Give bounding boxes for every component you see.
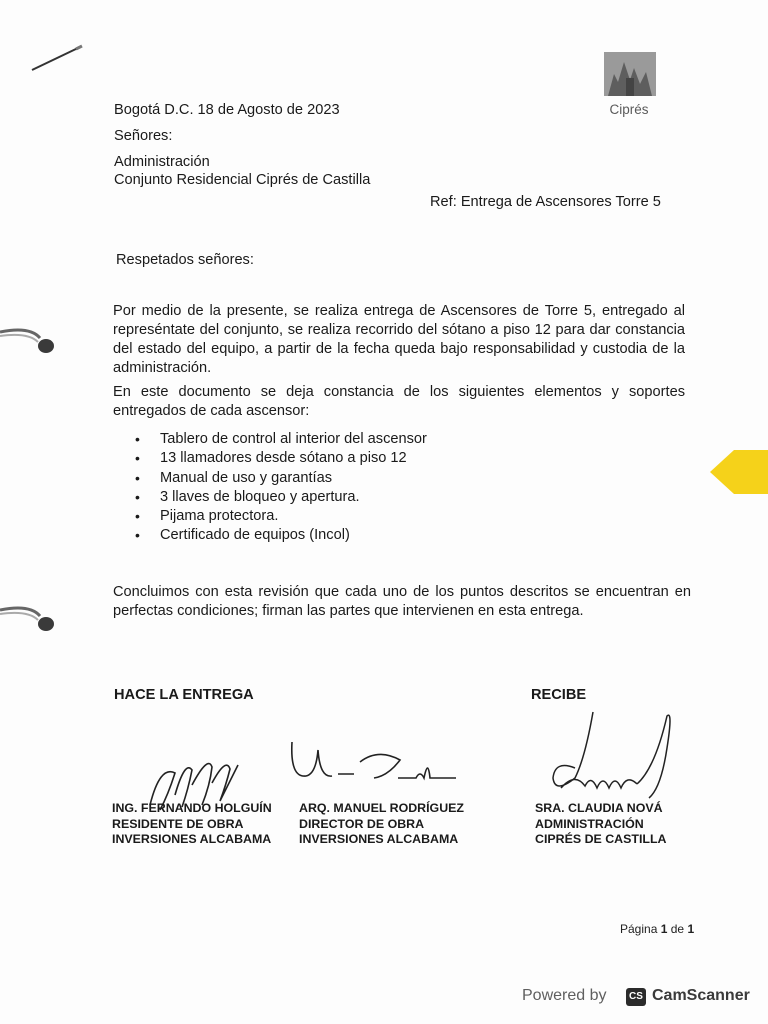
list-item: • 13 llamadores desde sótano a piso 12 [115, 449, 427, 468]
date-line: Bogotá D.C. 18 de Agosto de 2023 [114, 102, 340, 118]
binder-hole-bottom [0, 600, 60, 640]
list-item: • 3 llaves de bloqueo y apertura. [115, 488, 427, 507]
signature-rodriguez [288, 738, 468, 788]
signer-holguin [112, 801, 272, 848]
paragraph-elements: En este documento se deja constancia de los siguientes elementos y soportes entregados de cada ascensor: [113, 384, 685, 419]
list-item: • Manual de uso y garantías [115, 469, 427, 488]
powered-by-text: Powered by [522, 987, 607, 1004]
delivered-items-list [115, 430, 427, 546]
cipres-logo [598, 52, 660, 122]
signature-nova [545, 708, 685, 808]
signer-role: RESIDENTE DE OBRA [112, 816, 244, 831]
receive-heading: RECIBE [531, 687, 587, 703]
signer-nova [535, 801, 667, 848]
signer-name: ING. FERNANDO HOLGUÍN [112, 801, 272, 815]
page-number-total: 1 [687, 922, 695, 936]
paragraph-delivery: Por medio de la presente, se realiza entrega de Ascensores de Torre 5, entregado al represéntate del conjunto, se realiza recorrido del sótano a piso 12 para dar constancia del estado del equipo, a partir de la fecha queda bajo responsabilidad y custodia de la administración. [113, 303, 685, 376]
page-number [620, 922, 694, 936]
camscanner-icon: CS [626, 988, 646, 1006]
signer-rodriguez [299, 801, 464, 848]
camscanner-name: CamScanner [652, 987, 750, 1004]
page-number-separator: de [670, 922, 685, 936]
list-item: • Certificado de equipos (Incol) [115, 526, 427, 545]
signer-role: ADMINISTRACIÓN [535, 816, 644, 831]
salutation-to: Señores: [114, 128, 173, 144]
binder-hole-top [0, 322, 60, 362]
yellow-sticky-tab [710, 450, 768, 494]
cipres-logo-image [604, 52, 656, 96]
page-number-current: 1 [660, 922, 668, 936]
list-item: • Pijama protectora. [115, 507, 427, 526]
deliver-heading: HACE LA ENTREGA [114, 687, 254, 703]
list-item: • Tablero de control al interior del ascensor [115, 430, 427, 449]
signer-role: DIRECTOR DE OBRA [299, 816, 425, 831]
signer-company: INVERSIONES ALCABAMA [299, 832, 459, 846]
greeting: Respetados señores: [116, 252, 254, 268]
recipient-line-2: Conjunto Residencial Ciprés de Castilla [114, 172, 371, 188]
recipient-line-1: Administración [114, 154, 210, 170]
signer-name: SRA. CLAUDIA NOVÁ [535, 801, 663, 815]
page-number-prefix: Página [620, 922, 658, 936]
signer-company: INVERSIONES ALCABAMA [112, 832, 272, 846]
signer-company: CIPRÉS DE CASTILLA [535, 832, 667, 846]
cipres-logo-text: Ciprés [609, 102, 649, 117]
signer-name: ARQ. MANUEL RODRÍGUEZ [299, 801, 464, 815]
pen-mark [28, 40, 88, 80]
paragraph-conclusion: Concluimos con esta revisión que cada uno de los puntos descritos se encuentran en perfectas condiciones; firman las partes que intervienen en esta entrega. [113, 584, 691, 619]
reference-line: Ref: Entrega de Ascensores Torre 5 [430, 194, 661, 210]
